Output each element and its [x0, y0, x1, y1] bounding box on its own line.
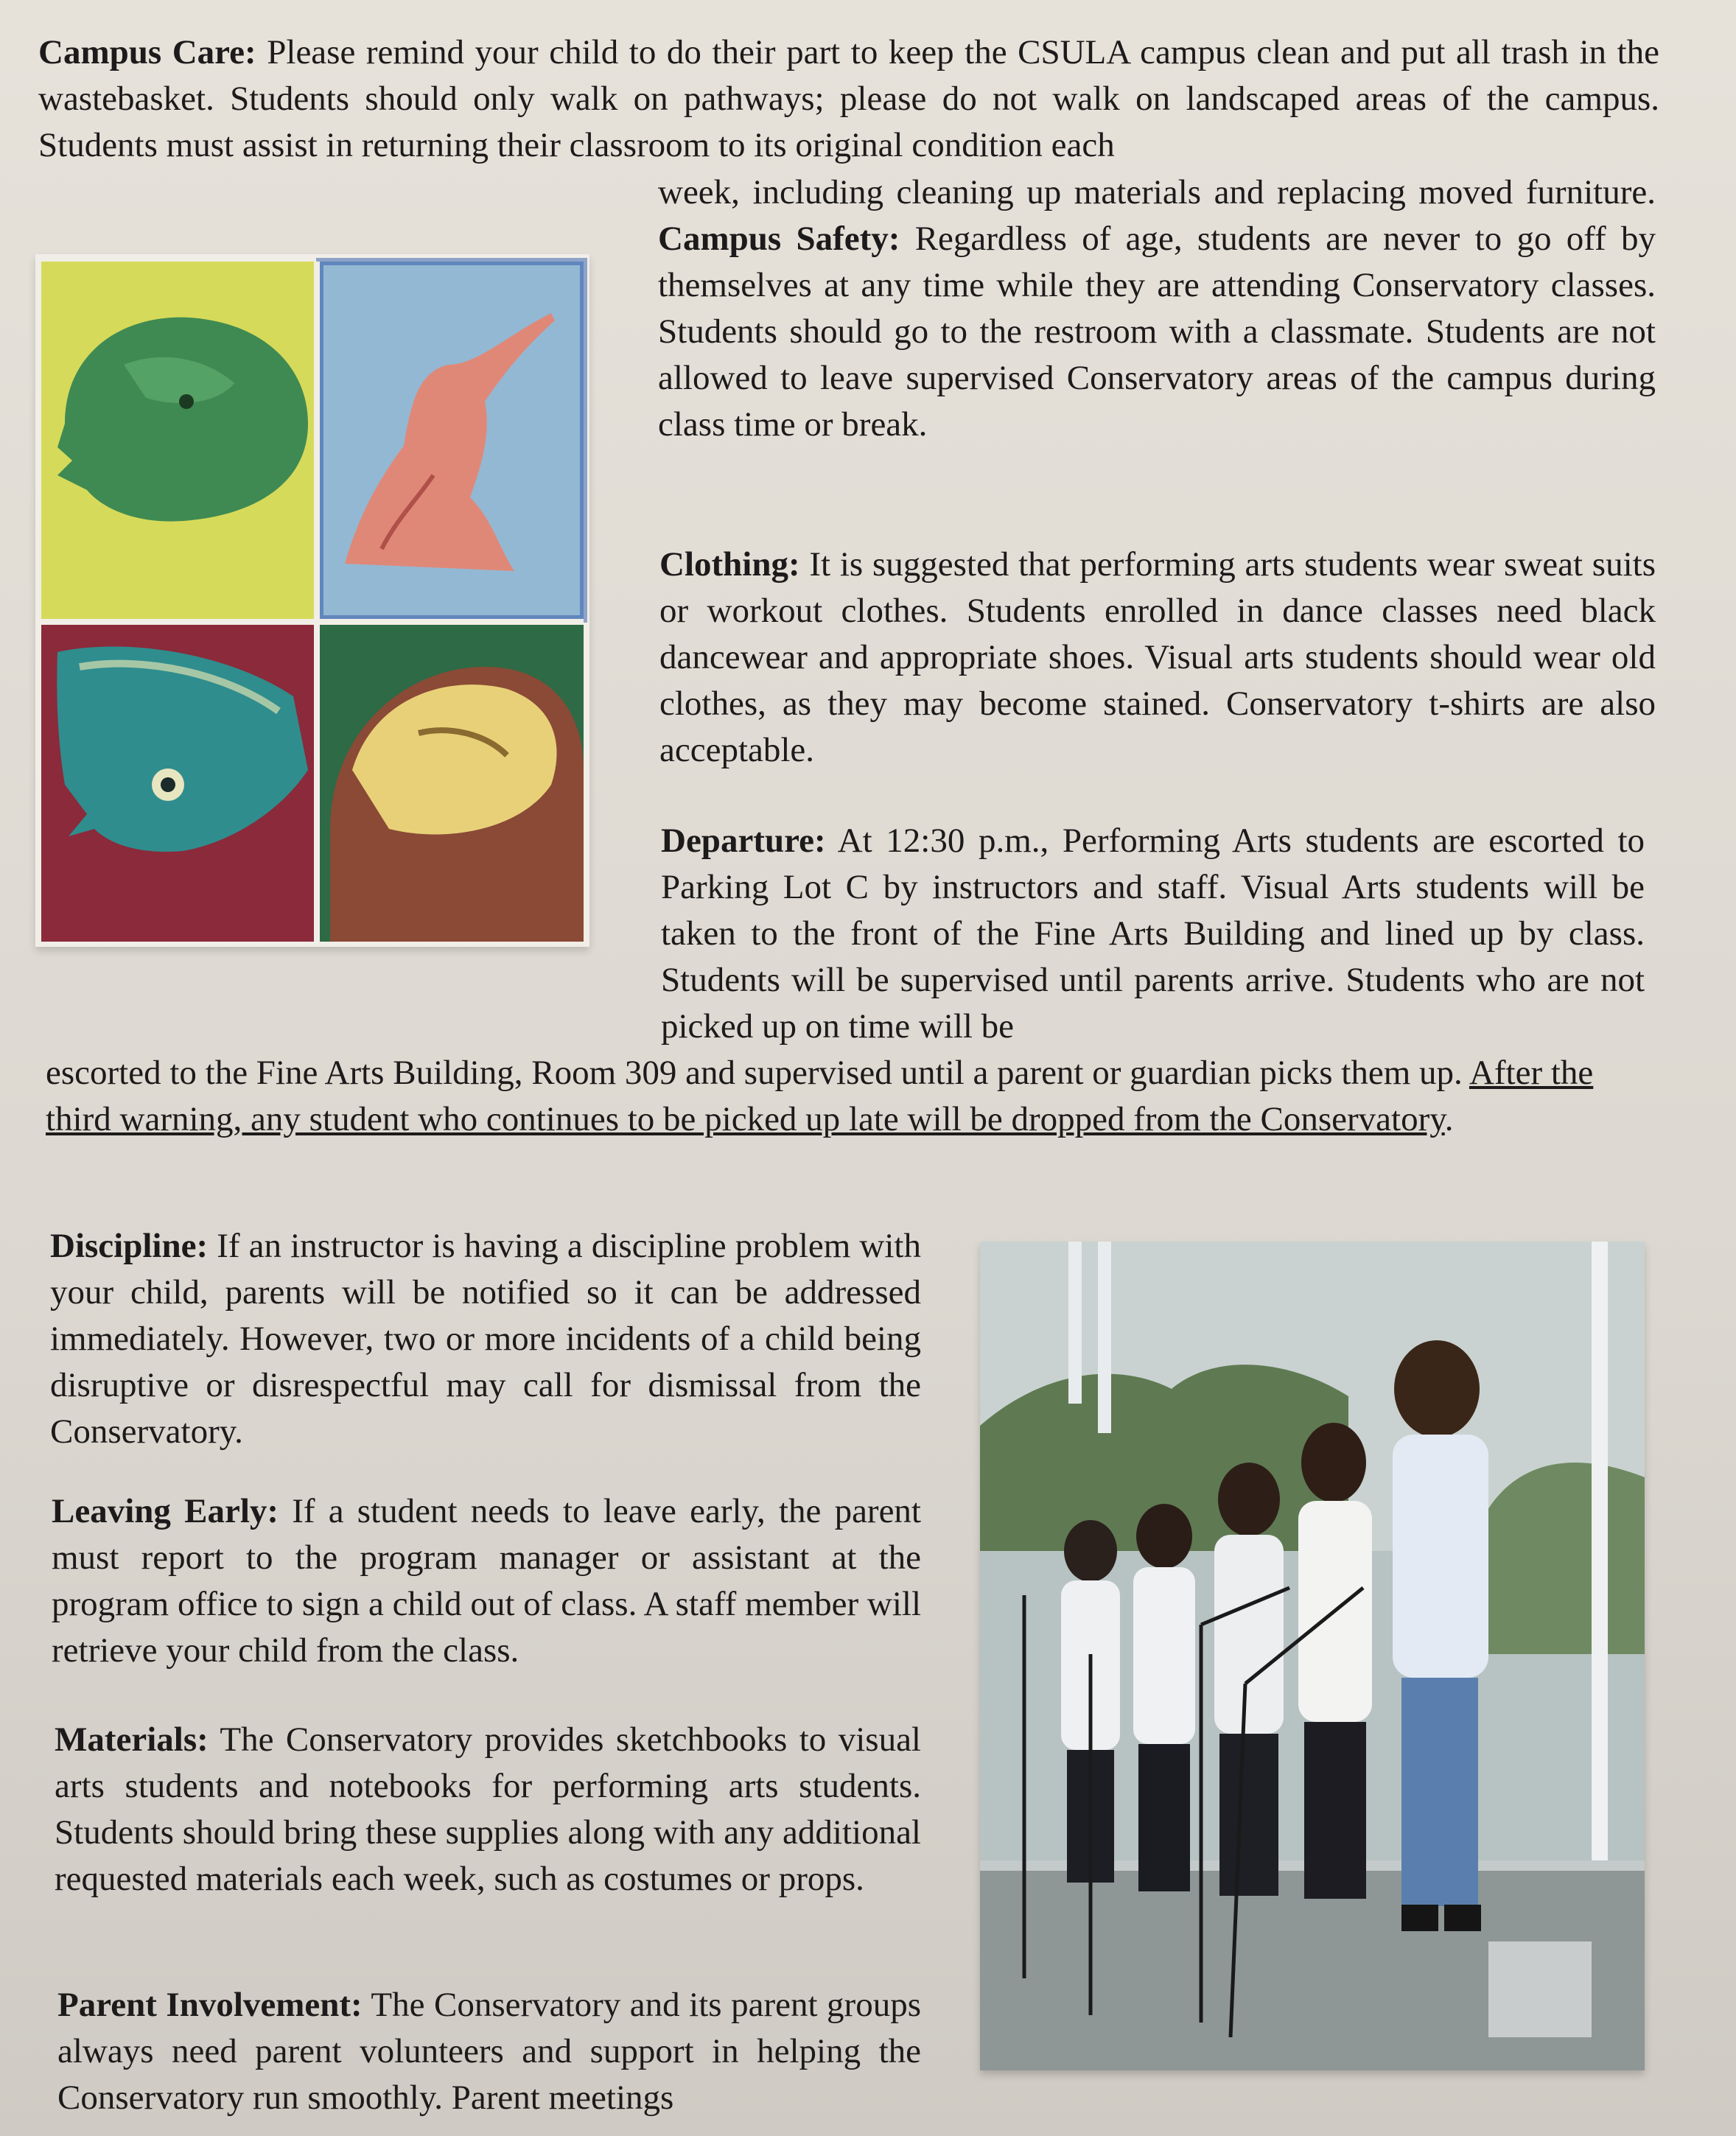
- parent-involvement-heading: Parent Involvement:: [57, 1986, 363, 2024]
- departure-paragraph: [661, 818, 1645, 1050]
- leaving-early-paragraph: [52, 1488, 921, 1674]
- clothing-heading: Clothing:: [659, 545, 800, 584]
- discipline-text: If an instructor is having a discipline problem with your child, parents will be notified so it can be addressed immediately. However, two or more incidents of a child being disruptive or disrespectful may call for dismissal from the Conservatory.: [50, 1227, 921, 1451]
- campus-safety-paragraph: [658, 169, 1656, 448]
- campus-care-text-continued: week, including cleaning up materials and replacing moved furniture.: [658, 173, 1656, 211]
- clothing-text: It is suggested that performing arts students wear sweat suits or workout clothes. Students enrolled in dance classes need black dancewear and appropriate shoes. Visual arts students should wear old clothes, as they may become stained. Conservatory t-shirts are also acceptable.: [659, 545, 1656, 769]
- discipline-heading: Discipline:: [50, 1227, 209, 1265]
- campus-care-paragraph: [38, 29, 1659, 169]
- campus-care-heading: Campus Care:: [38, 33, 256, 71]
- departure-text: At 12:30 p.m., Performing Arts students are escorted to Parking Lot C by instructors and staff. Visual Arts students will be taken to the front of the Fine Arts Building and lined up by class. Students will be supervised until parents arrive. Students who are not picked up on time will be: [661, 822, 1645, 1046]
- departure-heading: Departure:: [661, 822, 826, 860]
- leaving-early-text: If a student needs to leave early, the parent must report to the program manager or assistant at the program office to sign a child out of class. A staff member will retrieve your child from the class.: [52, 1492, 921, 1670]
- animal-artwork-image: [35, 254, 589, 947]
- late-pickup-warning: After the third warning, any student who continues to be picked up late will be dropped from the Conservatory: [46, 1054, 1594, 1138]
- departure-paragraph-continued: [46, 1050, 1646, 1143]
- campus-care-text: Please remind your child to do their part to keep the CSULA campus clean and put all trash in the wastebasket. Students should only walk on pathways; please do not walk on landscaped areas of the campus. Students must assist in returning their classroom to its original condition each: [38, 33, 1659, 164]
- materials-text: The Conservatory provides sketchbooks to visual arts students and notebooks for performing arts students. Students should bring these supplies along with any additional requested materials each week, such as costumes or props.: [55, 1720, 921, 1898]
- departure-text-continued: escorted to the Fine Arts Building, Room 309 and supervised until a parent or guardian picks them up.: [46, 1054, 1463, 1092]
- materials-paragraph: [55, 1717, 921, 1902]
- materials-heading: Materials:: [55, 1720, 209, 1759]
- students-performing-photo: [980, 1242, 1645, 2070]
- campus-safety-heading: Campus Safety:: [658, 220, 900, 258]
- parent-involvement-text: The Conservatory and its parent groups always need parent volunteers and support in helping the Conservatory run smoothly. Parent meetings: [57, 1986, 921, 2117]
- parent-involvement-paragraph: [57, 1982, 921, 2121]
- leaving-early-heading: Leaving Early:: [52, 1492, 279, 1530]
- discipline-paragraph: [50, 1223, 921, 1455]
- clothing-paragraph: [659, 542, 1656, 774]
- campus-safety-text: Regardless of age, students are never to go off by themselves at any time while they are attending Conservatory classes. Students should go to the restroom with a classmate. Students are not allowed to leave supervised Conservatory areas of the campus during class time or break.: [658, 220, 1656, 444]
- late-pickup-warning-end: .: [1444, 1100, 1454, 1138]
